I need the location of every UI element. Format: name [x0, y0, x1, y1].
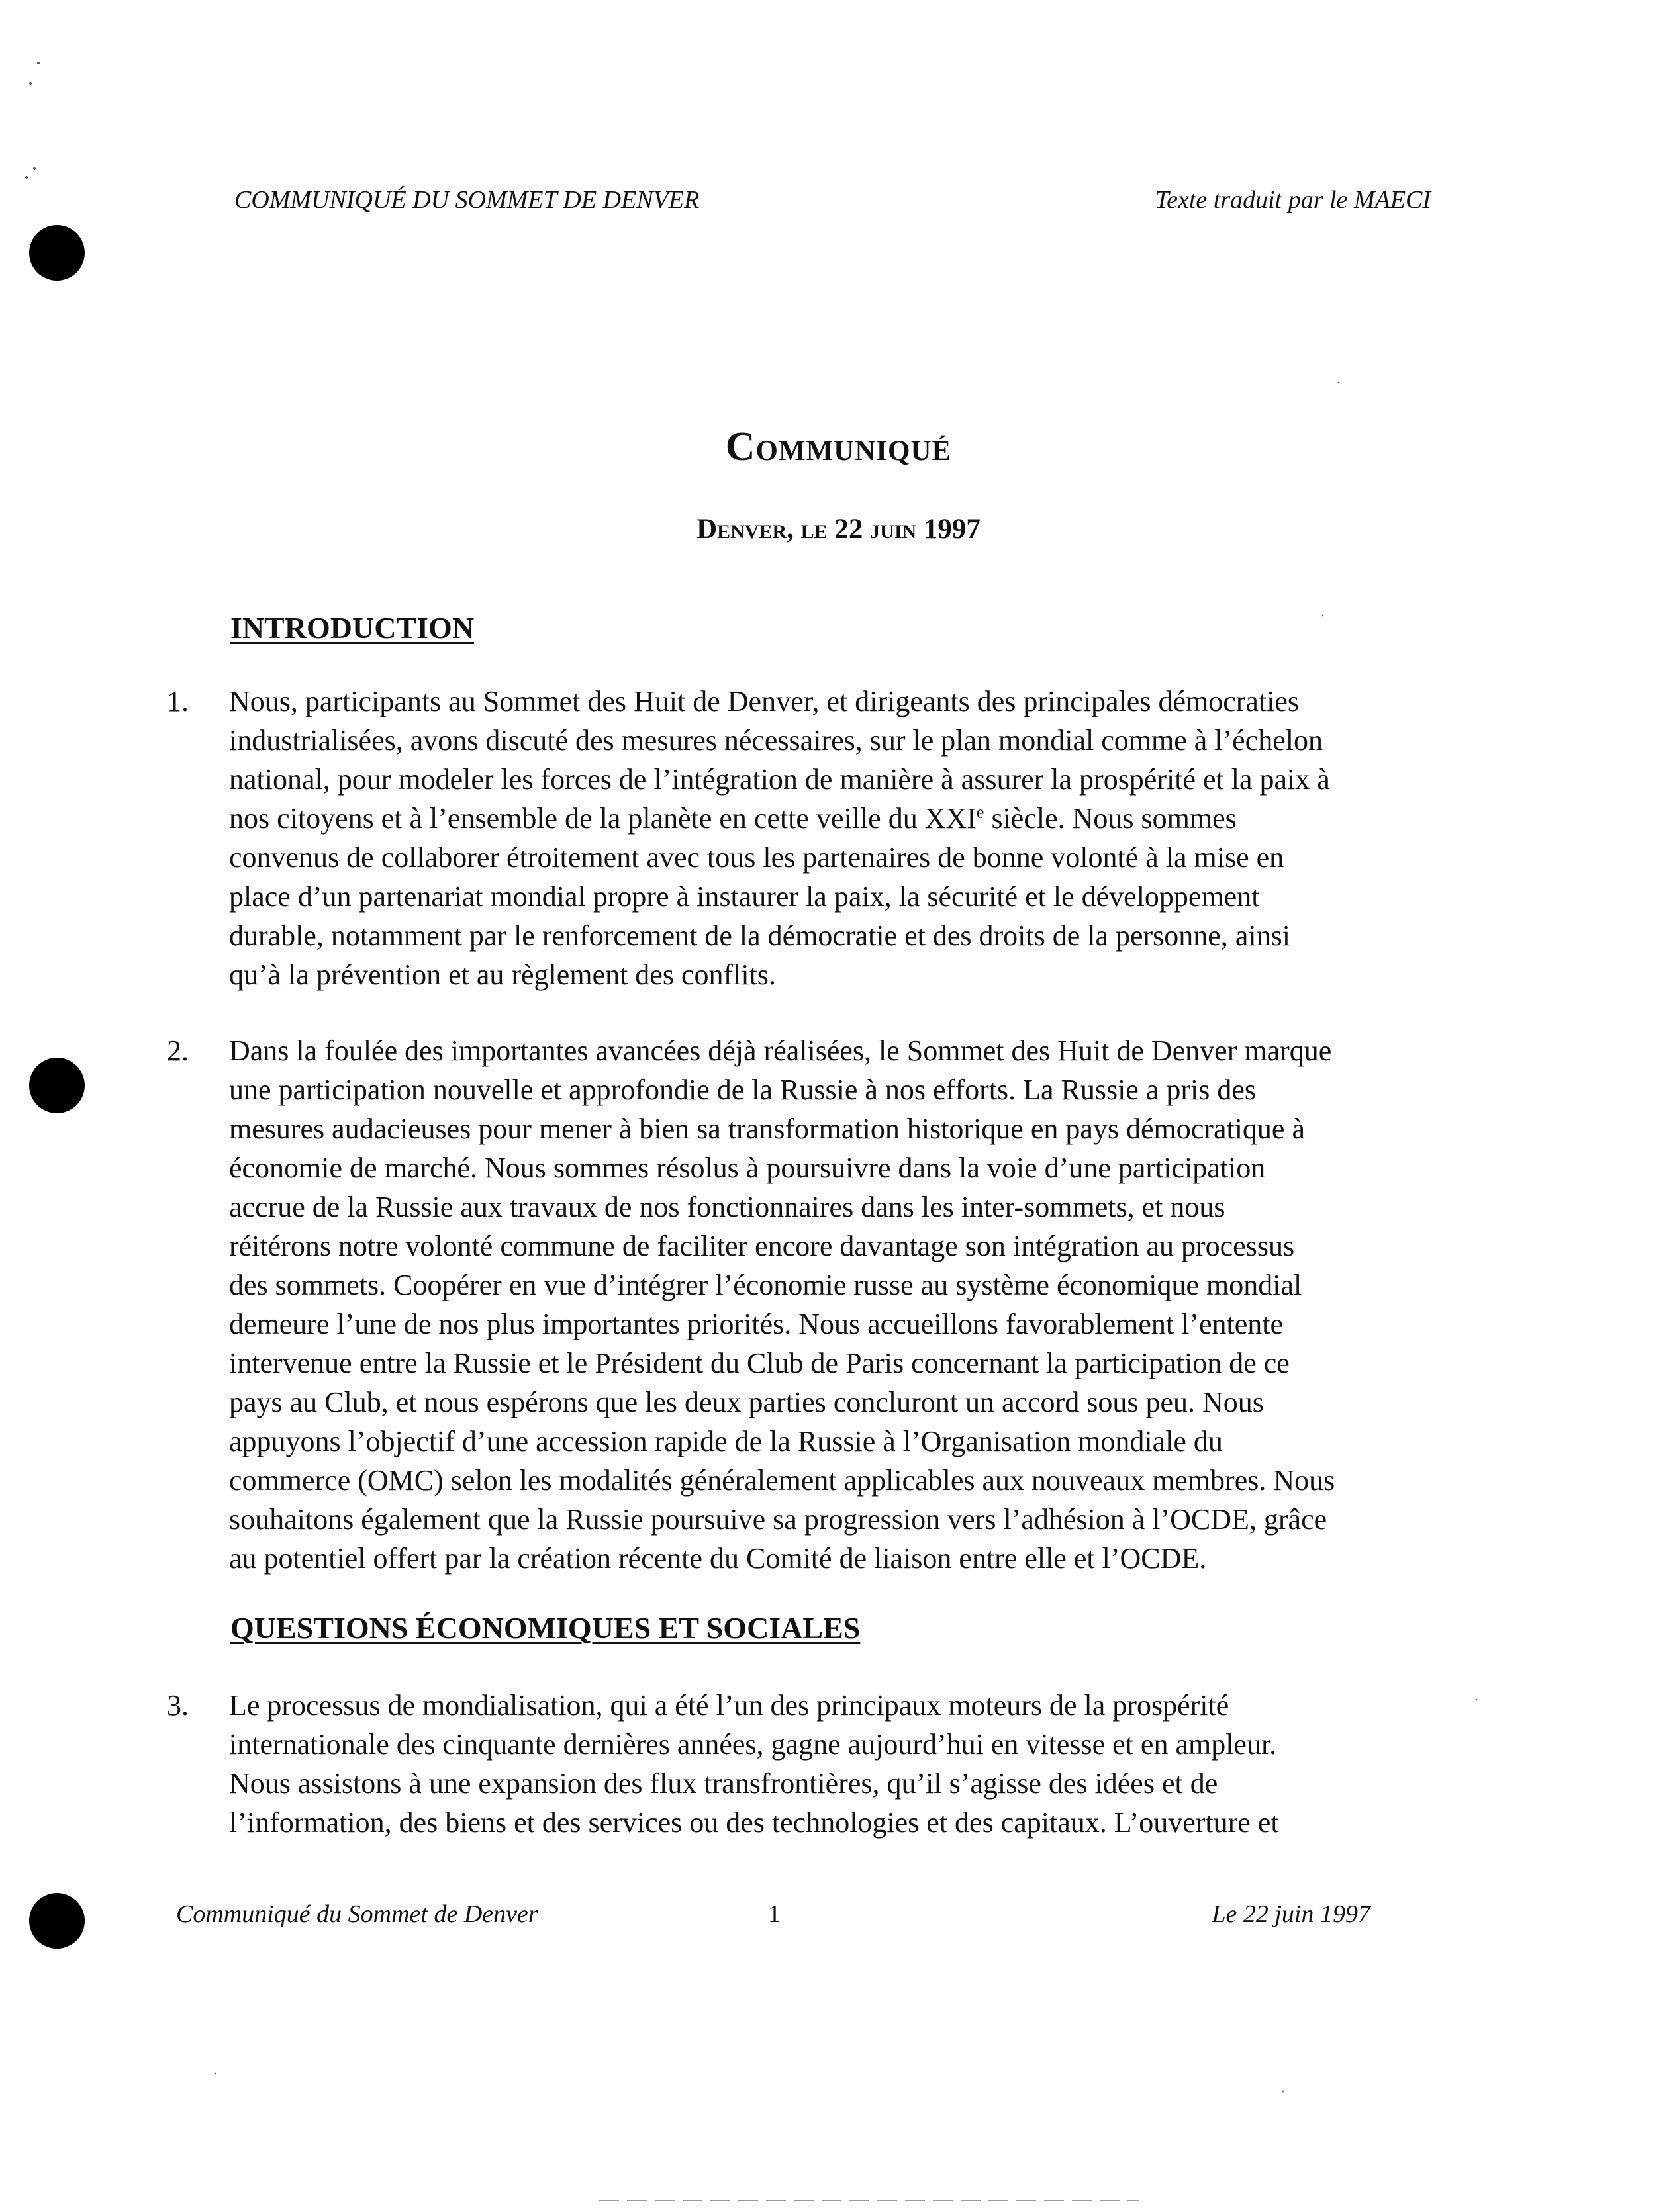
paragraph-number: 3.: [167, 1689, 189, 1722]
running-footer-right: Le 22 juin 1997: [1212, 1900, 1370, 1928]
text-line: Nous assistons à une expansion des flux transfrontières, qu’il s’agisse des idées et de: [229, 1767, 1218, 1800]
paragraph-number: 2.: [167, 1035, 189, 1067]
text-line-part: siècle. Nous sommes: [984, 802, 1237, 835]
text-line: au potentiel offert par la création récente du Comité de liaison entre elle et l’OCDE.: [229, 1542, 1207, 1575]
text-line: place d’un partenariat mondial propre à instaurer la paix, la sécurité et le développement: [229, 880, 1260, 913]
text-line: économie de marché. Nous sommes résolus à poursuivre dans la voie d’une participation: [229, 1152, 1266, 1184]
paragraph-number: 1.: [167, 685, 189, 717]
text-line: mesures audacieuses pour mener à bien sa transformation historique en pays démocratique à: [229, 1113, 1305, 1145]
running-header-right: Texte traduit par le MAECI: [1155, 186, 1431, 214]
text-line: commerce (OMC) selon les modalités généralement applicables aux nouveaux membres. Nous: [229, 1464, 1335, 1497]
text-line: pays au Club, et nous espérons que les deux parties concluront un accord sous peu. Nous: [229, 1386, 1264, 1418]
text-line: Le processus de mondialisation, qui a été l’un des principaux moteurs de la prospérité: [229, 1689, 1229, 1722]
text-line: Dans la foulée des importantes avancées déjà réalisées, le Sommet des Huit de Denver marque: [229, 1035, 1332, 1067]
text-line: convenus de collaborer étroitement avec tous les partenaires de bonne volonté à la mise en: [229, 841, 1284, 874]
running-footer-left: Communiqué du Sommet de Denver: [176, 1900, 538, 1928]
text-line: qu’à la prévention et au règlement des conflits.: [229, 958, 776, 991]
text-line: durable, notamment par le renforcement de la démocratie et des droits de la personne, ainsi: [229, 919, 1290, 952]
text-line: national, pour modeler les forces de l’intégration de manière à assurer la prospérité et la paix à: [229, 763, 1330, 796]
text-line: industrialisées, avons discuté des mesures nécessaires, sur le plan mondial comme à l’échelon: [229, 724, 1323, 757]
text-line: réitérons notre volonté commune de faciliter encore davantage son intégration au processus: [229, 1230, 1295, 1262]
text-line: souhaitons également que la Russie poursuive sa progression vers l’adhésion à l’OCDE, grâce: [229, 1503, 1327, 1536]
text-line: Nous, participants au Sommet des Huit de Denver, et dirigeants des principales démocraties: [229, 685, 1300, 717]
text-line: internationale des cinquante dernières années, gagne aujourd’hui en vitesse et en ampleur.: [229, 1728, 1277, 1761]
paragraph-text: [229, 1686, 1487, 1842]
text-line-part: nos citoyens et à l’ensemble de la planète en cette veille du XXI: [229, 802, 977, 835]
text-line: des sommets. Coopérer en vue d’intégrer l’économie russe au système économique mondial: [229, 1269, 1302, 1301]
running-header-left: COMMUNIQUÉ DU SOMMET DE DENVER: [234, 186, 700, 214]
text-line: accrue de la Russie aux travaux de nos fonctionnaires dans les inter-sommets, et nous: [229, 1191, 1225, 1223]
text-line: appuyons l’objectif d’une accession rapide de la Russie à l’Organisation mondiale du: [229, 1425, 1223, 1457]
document-date-line: Denver, le 22 juin 1997: [696, 514, 981, 545]
section-heading-economic-social: QUESTIONS ÉCONOMIQUES ET SOCIALES: [230, 1611, 861, 1645]
document-title: Communiqué: [725, 424, 952, 469]
section-heading-introduction: INTRODUCTION: [230, 611, 475, 645]
paragraph-text: [229, 1031, 1487, 1578]
text-line: [229, 799, 1487, 838]
superscript: e: [976, 802, 984, 822]
text-line: demeure l’une de nos plus importantes priorités. Nous accueillons favorablement l’entente: [229, 1308, 1284, 1340]
text-line: une participation nouvelle et approfondie de la Russie à nos efforts. La Russie a pris des: [229, 1074, 1256, 1106]
text-line: intervenue entre la Russie et le Président du Club de Paris concernant la participation de ce: [229, 1347, 1290, 1379]
paragraph-text: [229, 682, 1487, 994]
page-number: 1: [768, 1900, 781, 1928]
text-line: l’information, des biens et des services ou des technologies et des capitaux. L’ouverture et: [229, 1806, 1279, 1839]
